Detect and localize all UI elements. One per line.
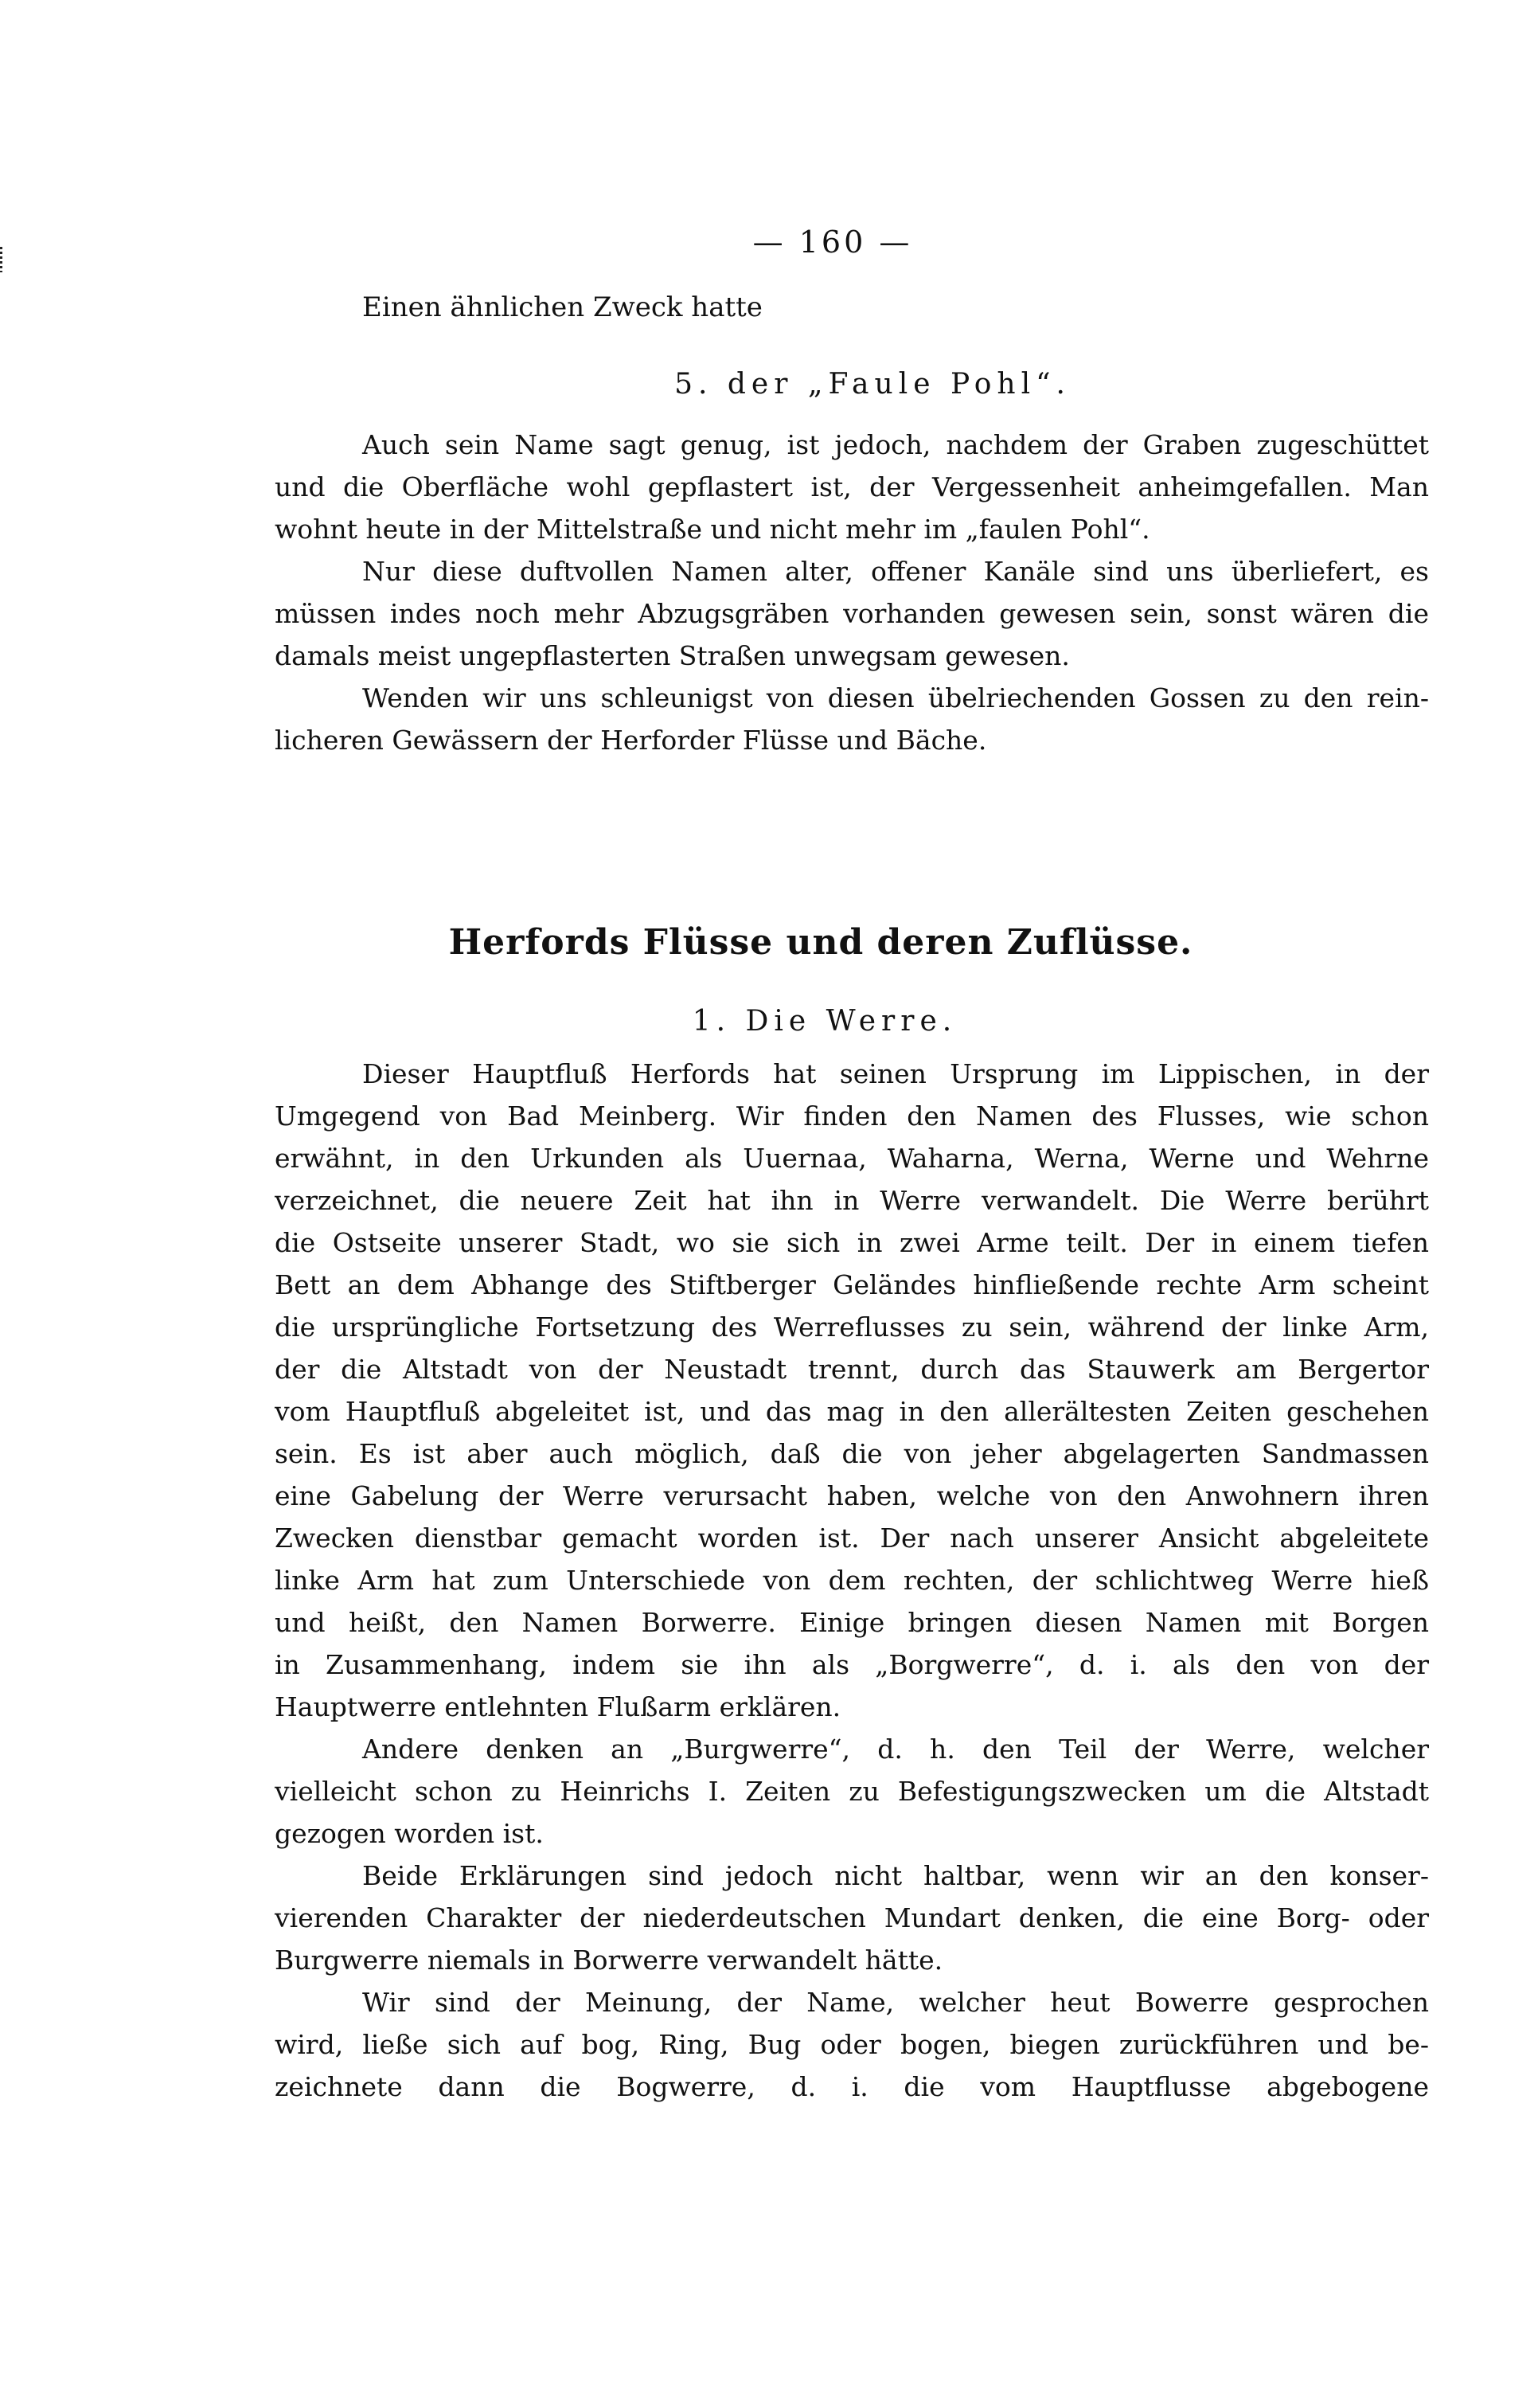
text-line: und heißt, den Namen Borwerre. Einige bringen diesen Namen mit Borgen [275,1607,1429,1638]
text-line: Andere denken an „Burgwerre“, d. h. den Teil der Werre, welcher [362,1734,1429,1765]
intro-line: Einen ähnlichen Zweck hatte [362,291,763,323]
text-line: erwähnt, in den Urkunden als Uuernaa, Waharna, Werna, Werne und Wehrne [275,1143,1429,1174]
text-line: wohnt heute in der Mittelstraße und nicht mehr im „faulen Pohl“. [275,514,1150,545]
text-line: eine Gabelung der Werre verursacht haben, welche von den Anwohnern ihren [275,1480,1429,1511]
text-line: damals meist ungepflasterten Straßen unwegsam gewesen. [275,640,1070,671]
text-line: Bett an dem Abhange des Stiftberger Geländes hinfließende rechte Arm scheint [275,1269,1429,1300]
text-line: vom Hauptfluß abgeleitet ist, und das mag in den allerältesten Zeiten geschehen [275,1396,1429,1427]
page-number: — 160 — [752,225,913,260]
text-line: Wir sind der Meinung, der Name, welcher heut Bowerre gesprochen [362,1987,1429,2018]
text-line: Umgegend von Bad Meinberg. Wir finden den Namen des Flusses, wie schon [275,1100,1429,1132]
text-line: zeichnete dann die Bogwerre, d. i. die vom Hauptflusse abgebogene [275,2071,1429,2102]
section-faule-pohl-text [275,424,1429,761]
text-line: sein. Es ist aber auch möglich, daß die von jeher abgelagerten Sandmassen [275,1438,1429,1469]
text-line: Burgwerre niemals in Borwerre verwandelt hätte. [275,1945,943,1976]
text-line: vielleicht schon zu Heinrichs I. Zeiten zu Befestigungszwecken um die Altstadt [275,1776,1429,1807]
text-line: Beide Erklärungen sind jedoch nicht haltbar, wenn wir an den konser- [362,1860,1429,1891]
text-line: und die Oberfläche wohl gepflastert ist, der Vergessenheit anheimgefallen. Man [275,471,1429,502]
text-line: licheren Gewässern der Herforder Flüsse und Bäche. [275,725,987,756]
text-line: Wenden wir uns schleunigst von diesen übelriechenden Gossen zu den rein- [362,682,1429,713]
text-line: Hauptwerre entlehnten Flußarm erklären. [275,1691,841,1722]
text-line: Zwecken dienstbar gemacht worden ist. Der nach unserer Ansicht abgeleitete [275,1523,1429,1554]
text-line: Dieser Hauptfluß Herfords hat seinen Ursprung im Lippischen, in der [362,1058,1429,1089]
text-line: Nur diese duftvollen Namen alter, offener Kanäle sind uns überliefert, es [362,556,1429,587]
text-line: verzeichnet, die neuere Zeit hat ihn in Werre verwandelt. Die Werre berührt [275,1185,1429,1216]
text-line: die Ostseite unserer Stadt, wo sie sich in zwei Arme teilt. Der in einem tiefen [275,1227,1429,1258]
section-title-faule-pohl: 5. der „Faule Pohl“. [674,368,1071,401]
text-line: gezogen worden ist. [275,1818,544,1849]
text-line: müssen indes noch mehr Abzugsgräben vorhanden gewesen sein, sonst wären die [275,598,1429,629]
text-line: Auch sein Name sagt genug, ist jedoch, nachdem der Graben zugeschüttet [362,429,1429,460]
text-line: die ursprüngliche Fortsetzung des Werreflusses zu sein, während der linke Arm, [275,1312,1429,1343]
text-line: linke Arm hat zum Unterschiede von dem rechten, der schlichtweg Werre hieß [275,1565,1429,1596]
text-line: wird, ließe sich auf bog, Ring, Bug oder bogen, biegen zurückführen und be- [275,2029,1429,2060]
text-line: in Zusammenhang, indem sie ihn als „Borgwerre“, d. i. als den von der [275,1649,1429,1680]
chapter-heading: Herfords Flüsse und deren Zuflüsse. [448,922,1193,963]
text-line: vierenden Charakter der niederdeutschen Mundart denken, die eine Borg- oder [275,1902,1429,1933]
chapter-subheading: 1. Die Werre. [692,1005,958,1038]
section-werre-text [275,1053,1429,2108]
text-line: der die Altstadt von der Neustadt trennt, durch das Stauwerk am Bergertor [275,1354,1429,1385]
